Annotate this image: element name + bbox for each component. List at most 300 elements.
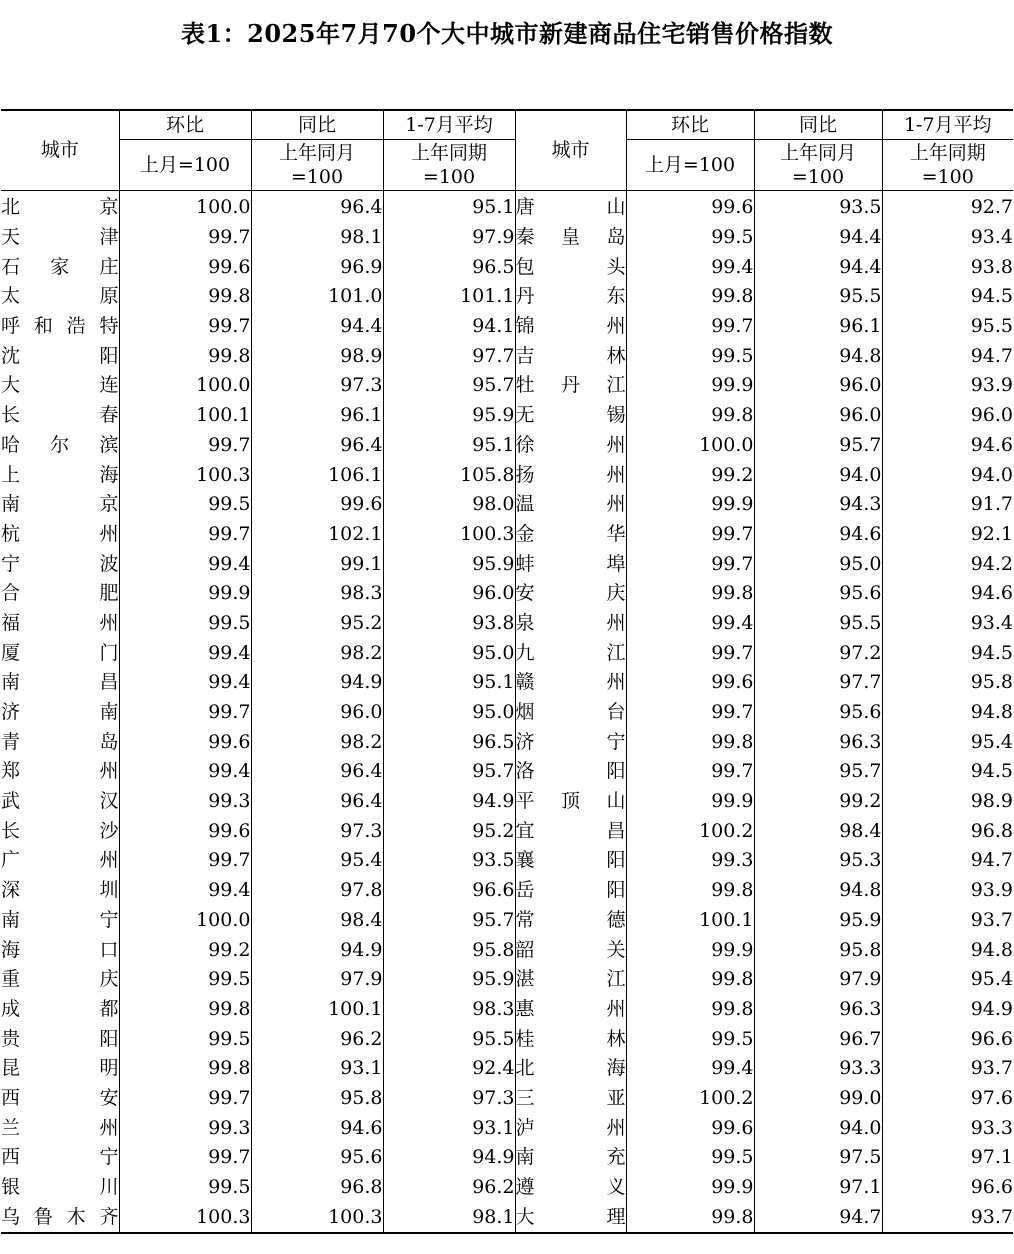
value-yoy: 106.1 — [251, 460, 383, 490]
city-name: 桂 林 — [515, 1027, 626, 1050]
table-row — [1, 935, 1013, 965]
city-name: 包 头 — [515, 255, 626, 278]
city-name-cell — [1, 401, 119, 431]
value-mom: 99.4 — [119, 876, 251, 906]
value-avg: 96.8 — [882, 816, 1013, 846]
value-avg: 96.2 — [383, 1173, 515, 1203]
value-yoy: 99.6 — [251, 490, 383, 520]
value-avg: 105.8 — [383, 460, 515, 490]
value-mom: 99.7 — [626, 549, 754, 579]
value-yoy: 99.1 — [251, 549, 383, 579]
value-yoy: 95.9 — [754, 906, 882, 936]
city-name-cell — [1, 876, 119, 906]
city-name: 杭 州 — [1, 522, 119, 545]
value-yoy: 96.4 — [251, 431, 383, 461]
value-mom: 99.4 — [119, 638, 251, 668]
table-row — [1, 431, 1013, 461]
city-name: 银 川 — [1, 1176, 119, 1199]
value-avg: 96.5 — [383, 727, 515, 757]
city-name-cell — [515, 876, 626, 906]
value-yoy: 94.9 — [251, 935, 383, 965]
value-mom: 100.0 — [119, 906, 251, 936]
value-mom: 99.4 — [119, 549, 251, 579]
value-avg: 95.1 — [383, 191, 515, 223]
value-mom: 99.5 — [626, 1024, 754, 1054]
yoy-base-line1: 上年同月 — [278, 142, 355, 164]
value-mom: 100.0 — [626, 431, 754, 461]
value-mom: 99.5 — [626, 1143, 754, 1173]
city-name: 遵 义 — [515, 1176, 626, 1199]
value-yoy: 94.8 — [754, 341, 882, 371]
value-yoy: 94.7 — [754, 1202, 882, 1233]
value-mom: 99.8 — [626, 995, 754, 1025]
city-name: 常 德 — [515, 908, 626, 931]
value-yoy: 94.6 — [251, 1113, 383, 1143]
city-name-cell — [515, 609, 626, 639]
city-name: 贵 阳 — [1, 1027, 119, 1050]
city-name-cell — [515, 1143, 626, 1173]
city-name: 昆 明 — [1, 1057, 119, 1080]
yoy-base-line2: =100 — [791, 166, 845, 188]
table-row — [1, 668, 1013, 698]
value-yoy: 99.0 — [754, 1084, 882, 1114]
city-name-cell — [1, 282, 119, 312]
value-avg: 93.9 — [882, 371, 1013, 401]
city-name: 牡 丹 江 — [515, 374, 626, 397]
value-avg: 100.3 — [383, 520, 515, 550]
value-yoy: 96.0 — [754, 401, 882, 431]
value-avg: 93.9 — [882, 876, 1013, 906]
city-name-cell — [515, 1202, 626, 1233]
city-name: 深 圳 — [1, 879, 119, 902]
value-mom: 99.5 — [119, 490, 251, 520]
table-row — [1, 549, 1013, 579]
city-name: 无 锡 — [515, 404, 626, 427]
value-yoy: 96.7 — [754, 1024, 882, 1054]
value-mom: 100.2 — [626, 816, 754, 846]
value-avg: 95.5 — [383, 1024, 515, 1054]
value-yoy: 102.1 — [251, 520, 383, 550]
header-avg-base-right — [882, 140, 1013, 191]
city-name-cell — [515, 252, 626, 282]
city-name: 襄 阳 — [515, 849, 626, 872]
city-name-cell — [515, 698, 626, 728]
value-avg: 94.5 — [882, 757, 1013, 787]
value-yoy: 95.5 — [754, 282, 882, 312]
table-row — [1, 876, 1013, 906]
value-yoy: 95.5 — [754, 609, 882, 639]
header-city-left: 城市 — [1, 110, 119, 191]
city-name: 呼 和 浩 特 — [1, 315, 119, 338]
value-yoy: 94.9 — [251, 668, 383, 698]
value-avg: 96.5 — [383, 252, 515, 282]
price-index-table — [1, 109, 1013, 1234]
value-avg: 94.5 — [882, 282, 1013, 312]
value-avg: 93.7 — [882, 1202, 1013, 1233]
city-name-cell — [515, 935, 626, 965]
city-name-cell — [1, 371, 119, 401]
city-name: 宜 昌 — [515, 819, 626, 842]
value-mom: 99.9 — [626, 935, 754, 965]
value-avg: 95.9 — [383, 401, 515, 431]
value-yoy: 96.4 — [251, 787, 383, 817]
city-name-cell — [1, 727, 119, 757]
value-mom: 99.4 — [119, 668, 251, 698]
city-name-cell — [515, 846, 626, 876]
city-name-cell — [1, 579, 119, 609]
value-yoy: 93.5 — [754, 191, 882, 223]
value-mom: 99.8 — [626, 1202, 754, 1233]
value-mom: 99.8 — [626, 965, 754, 995]
value-avg: 92.4 — [383, 1054, 515, 1084]
value-avg: 94.7 — [882, 846, 1013, 876]
value-yoy: 98.9 — [251, 341, 383, 371]
value-mom: 99.8 — [626, 401, 754, 431]
value-mom: 99.7 — [119, 846, 251, 876]
city-name: 合 肥 — [1, 582, 119, 605]
value-yoy: 97.7 — [754, 668, 882, 698]
value-yoy: 94.3 — [754, 490, 882, 520]
value-yoy: 94.8 — [754, 876, 882, 906]
value-avg: 95.9 — [383, 549, 515, 579]
value-yoy: 97.9 — [251, 965, 383, 995]
value-avg: 95.8 — [383, 935, 515, 965]
value-avg: 93.4 — [882, 609, 1013, 639]
city-name-cell — [1, 698, 119, 728]
value-mom: 99.4 — [119, 757, 251, 787]
value-avg: 95.8 — [882, 668, 1013, 698]
city-name-cell — [515, 579, 626, 609]
value-avg: 93.1 — [383, 1113, 515, 1143]
value-mom: 99.7 — [119, 698, 251, 728]
city-name: 济 宁 — [515, 730, 626, 753]
city-name: 南 宁 — [1, 908, 119, 931]
city-name: 温 州 — [515, 493, 626, 516]
value-avg: 93.7 — [882, 906, 1013, 936]
value-avg: 94.6 — [882, 579, 1013, 609]
city-name: 南 京 — [1, 493, 119, 516]
city-name-cell — [515, 490, 626, 520]
value-yoy: 94.4 — [754, 223, 882, 253]
value-yoy: 95.6 — [754, 698, 882, 728]
value-avg: 96.6 — [882, 1173, 1013, 1203]
value-yoy: 100.3 — [251, 1202, 383, 1233]
city-name: 唐 山 — [515, 196, 626, 219]
city-name: 丹 东 — [515, 285, 626, 308]
city-name-cell — [515, 1113, 626, 1143]
city-name: 青 岛 — [1, 730, 119, 753]
value-yoy: 96.4 — [251, 191, 383, 223]
value-yoy: 95.7 — [754, 431, 882, 461]
city-name: 武 汉 — [1, 790, 119, 813]
city-name-cell — [515, 638, 626, 668]
value-yoy: 96.0 — [251, 698, 383, 728]
table-row — [1, 1113, 1013, 1143]
value-avg: 95.0 — [383, 638, 515, 668]
table-row — [1, 757, 1013, 787]
city-name: 西 安 — [1, 1086, 119, 1109]
value-mom: 99.9 — [626, 371, 754, 401]
city-name-cell — [515, 1173, 626, 1203]
city-name-cell — [515, 223, 626, 253]
table-row — [1, 727, 1013, 757]
city-name: 泸 州 — [515, 1116, 626, 1139]
value-mom: 100.1 — [119, 401, 251, 431]
header-yoy-left: 同比 — [251, 110, 383, 140]
value-mom: 99.3 — [119, 1113, 251, 1143]
table-row — [1, 787, 1013, 817]
value-avg: 95.7 — [383, 371, 515, 401]
value-mom: 99.9 — [626, 1173, 754, 1203]
value-mom: 99.8 — [626, 727, 754, 757]
value-mom: 99.9 — [626, 490, 754, 520]
city-name-cell — [1, 609, 119, 639]
value-mom: 99.7 — [119, 223, 251, 253]
value-mom: 99.4 — [626, 609, 754, 639]
table-row — [1, 490, 1013, 520]
value-yoy: 101.0 — [251, 282, 383, 312]
city-name: 大 连 — [1, 374, 119, 397]
table-row — [1, 995, 1013, 1025]
header-mom-base-right: 上月=100 — [626, 140, 754, 191]
value-avg: 95.0 — [383, 698, 515, 728]
city-name: 西 宁 — [1, 1146, 119, 1169]
value-mom: 99.8 — [626, 876, 754, 906]
city-name: 秦 皇 岛 — [515, 226, 626, 249]
city-name: 大 理 — [515, 1205, 626, 1228]
city-name: 赣 州 — [515, 671, 626, 694]
value-mom: 100.1 — [626, 906, 754, 936]
value-mom: 99.8 — [119, 282, 251, 312]
table-row — [1, 1084, 1013, 1114]
value-mom: 99.5 — [119, 1024, 251, 1054]
city-name-cell — [1, 816, 119, 846]
city-name-cell — [1, 1202, 119, 1233]
city-name: 沈 阳 — [1, 344, 119, 367]
value-yoy: 100.1 — [251, 995, 383, 1025]
value-mom: 99.7 — [626, 698, 754, 728]
header-mom-base-left: 上月=100 — [119, 140, 251, 191]
value-avg: 94.8 — [882, 935, 1013, 965]
value-yoy: 97.3 — [251, 371, 383, 401]
value-avg: 95.7 — [383, 906, 515, 936]
value-avg: 92.7 — [882, 191, 1013, 223]
city-name: 福 州 — [1, 611, 119, 634]
city-name: 惠 州 — [515, 997, 626, 1020]
value-yoy: 97.2 — [754, 638, 882, 668]
value-yoy: 96.0 — [754, 371, 882, 401]
city-name-cell — [1, 520, 119, 550]
table-row — [1, 846, 1013, 876]
city-name-cell — [1, 252, 119, 282]
value-avg: 97.7 — [383, 341, 515, 371]
value-yoy: 95.4 — [251, 846, 383, 876]
city-name-cell — [1, 787, 119, 817]
value-yoy: 94.6 — [754, 520, 882, 550]
value-avg: 91.7 — [882, 490, 1013, 520]
table-row — [1, 191, 1013, 223]
city-name: 吉 林 — [515, 344, 626, 367]
city-name: 石 家 庄 — [1, 255, 119, 278]
header-avg-right: 1-7月平均 — [882, 110, 1013, 140]
yoy-base-line2: =100 — [290, 166, 344, 188]
value-mom: 100.3 — [119, 460, 251, 490]
table-row — [1, 965, 1013, 995]
value-avg: 98.1 — [383, 1202, 515, 1233]
value-yoy: 96.2 — [251, 1024, 383, 1054]
value-yoy: 95.3 — [754, 846, 882, 876]
value-mom: 99.3 — [119, 787, 251, 817]
value-mom: 99.7 — [119, 431, 251, 461]
value-mom: 100.2 — [626, 1084, 754, 1114]
value-avg: 97.9 — [383, 223, 515, 253]
value-avg: 93.8 — [383, 609, 515, 639]
value-avg: 93.7 — [882, 1054, 1013, 1084]
city-name: 海 口 — [1, 938, 119, 961]
city-name-cell — [515, 401, 626, 431]
avg-base-line2: =100 — [422, 166, 476, 188]
table-row — [1, 252, 1013, 282]
city-name-cell — [515, 1024, 626, 1054]
value-yoy: 97.1 — [754, 1173, 882, 1203]
value-mom: 99.7 — [626, 757, 754, 787]
value-avg: 94.9 — [882, 995, 1013, 1025]
value-yoy: 95.6 — [251, 1143, 383, 1173]
value-avg: 96.0 — [882, 401, 1013, 431]
city-name-cell — [1, 1054, 119, 1084]
header-yoy-right: 同比 — [754, 110, 882, 140]
table-row — [1, 1024, 1013, 1054]
page-title: 表1：2025年7月70个大中城市新建商品住宅销售价格指数 — [180, 19, 834, 48]
value-avg: 94.2 — [882, 549, 1013, 579]
table-header — [1, 110, 1013, 191]
city-name-cell — [515, 460, 626, 490]
value-yoy: 96.3 — [754, 995, 882, 1025]
value-mom: 99.6 — [119, 816, 251, 846]
avg-base-line2: =100 — [921, 166, 974, 188]
table-row — [1, 223, 1013, 253]
value-mom: 99.2 — [626, 460, 754, 490]
value-avg: 95.1 — [383, 668, 515, 698]
value-avg: 97.1 — [882, 1143, 1013, 1173]
table-row — [1, 1173, 1013, 1203]
table-row — [1, 460, 1013, 490]
city-name: 北 京 — [1, 196, 119, 219]
value-mom: 99.8 — [119, 1054, 251, 1084]
value-yoy: 98.1 — [251, 223, 383, 253]
value-avg: 94.8 — [882, 698, 1013, 728]
value-yoy: 95.8 — [754, 935, 882, 965]
table-row — [1, 1054, 1013, 1084]
value-mom: 100.3 — [119, 1202, 251, 1233]
city-name: 徐 州 — [515, 433, 626, 456]
value-mom: 99.3 — [626, 846, 754, 876]
table-row — [1, 520, 1013, 550]
value-avg: 93.3 — [882, 1113, 1013, 1143]
city-name-cell — [515, 727, 626, 757]
value-mom: 99.7 — [626, 638, 754, 668]
city-name: 成 都 — [1, 997, 119, 1020]
city-name-cell — [515, 341, 626, 371]
value-avg: 98.9 — [882, 787, 1013, 817]
city-name: 北 海 — [515, 1057, 626, 1080]
value-mom: 99.8 — [119, 995, 251, 1025]
value-yoy: 98.4 — [754, 816, 882, 846]
value-yoy: 93.1 — [251, 1054, 383, 1084]
value-avg: 96.6 — [882, 1024, 1013, 1054]
value-avg: 95.2 — [383, 816, 515, 846]
city-name-cell — [515, 282, 626, 312]
city-name-cell — [515, 757, 626, 787]
value-yoy: 98.2 — [251, 727, 383, 757]
value-yoy: 98.2 — [251, 638, 383, 668]
city-name-cell — [1, 1173, 119, 1203]
table-row — [1, 609, 1013, 639]
city-name: 哈 尔 滨 — [1, 433, 119, 456]
header-yoy-base-left — [251, 140, 383, 191]
city-name-cell — [1, 995, 119, 1025]
city-name-cell — [1, 1024, 119, 1054]
value-mom: 99.4 — [626, 252, 754, 282]
value-yoy: 95.8 — [251, 1084, 383, 1114]
value-avg: 97.6 — [882, 1084, 1013, 1114]
city-name: 济 南 — [1, 701, 119, 724]
value-avg: 101.1 — [383, 282, 515, 312]
table-row — [1, 401, 1013, 431]
value-yoy: 96.1 — [754, 312, 882, 342]
value-mom: 99.6 — [119, 727, 251, 757]
value-avg: 96.0 — [383, 579, 515, 609]
header-mom-left: 环比 — [119, 110, 251, 140]
city-name-cell — [515, 1054, 626, 1084]
value-yoy: 94.4 — [251, 312, 383, 342]
value-avg: 94.1 — [383, 312, 515, 342]
value-yoy: 95.2 — [251, 609, 383, 639]
city-name: 太 原 — [1, 285, 119, 308]
city-name-cell — [1, 1113, 119, 1143]
city-name-cell — [1, 965, 119, 995]
table-row — [1, 698, 1013, 728]
value-avg: 97.3 — [383, 1084, 515, 1114]
value-yoy: 99.2 — [754, 787, 882, 817]
value-mom: 99.5 — [626, 223, 754, 253]
table-row — [1, 906, 1013, 936]
value-avg: 93.5 — [383, 846, 515, 876]
value-avg: 95.4 — [882, 965, 1013, 995]
city-name-cell — [515, 1084, 626, 1114]
value-mom: 99.9 — [626, 787, 754, 817]
value-yoy: 98.3 — [251, 579, 383, 609]
value-yoy: 97.9 — [754, 965, 882, 995]
value-mom: 100.0 — [119, 371, 251, 401]
city-name-cell — [1, 431, 119, 461]
value-avg: 96.6 — [383, 876, 515, 906]
city-name: 长 沙 — [1, 819, 119, 842]
table-row — [1, 341, 1013, 371]
city-name: 蚌 埠 — [515, 552, 626, 575]
value-yoy: 96.9 — [251, 252, 383, 282]
table-row — [1, 282, 1013, 312]
value-avg: 95.7 — [383, 757, 515, 787]
city-name-cell — [515, 371, 626, 401]
value-mom: 99.5 — [119, 609, 251, 639]
value-yoy: 98.4 — [251, 906, 383, 936]
city-name: 安 庆 — [515, 582, 626, 605]
header-yoy-base-right — [754, 140, 882, 191]
value-mom: 99.7 — [119, 312, 251, 342]
city-name: 锦 州 — [515, 315, 626, 338]
city-name-cell — [515, 787, 626, 817]
